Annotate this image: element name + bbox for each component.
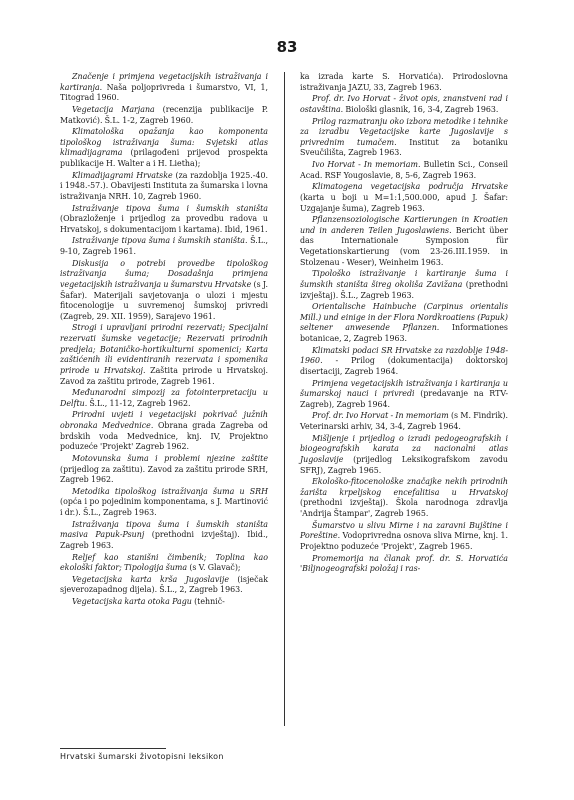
entry-details: (karta u boji u M=1:1,500.000, apud J. Šafar: Uzgajanje šuma), Zagreb 1963.	[300, 192, 508, 213]
entry-title: Metodika tipološkog istraživanja šuma u SRH	[72, 486, 268, 496]
entry-details: Š.L., 9-10, Zagreb 1961.	[60, 236, 268, 256]
entry-title: Šumarstvo u slivu Mirne i na zaravni Bujštine i Poreštine.	[300, 520, 508, 541]
bibliography-entry	[300, 554, 508, 575]
text-columns	[60, 72, 512, 752]
entry-details: (recenzija publikacije P. Matković). Š.L. 1-2, Zagreb 1960.	[60, 104, 268, 125]
entry-details: (s J. Šafar). Materijali savjetovanja o ulozi i mjestu fitocenologije u suvremenoj šumskoj privredi (Zagreb, 29. XII. 1959), Sarajevo 1961.	[60, 279, 268, 321]
bibliography-entry	[300, 94, 508, 115]
bibliography-entry	[300, 269, 508, 301]
entry-title: Klimatološka opažanja kao komponenta tipološkog istraživanja šuma: Svjetski atlas klimadijagrama	[60, 127, 268, 158]
entry-details: ka izrada karte S. Horvatića). Prirodoslovna istraživanja JAZU, 33, Zagreb 1963.	[300, 72, 508, 92]
bibliography-entry	[300, 117, 508, 160]
bibliography-entry	[60, 105, 268, 126]
bibliography-entry	[60, 72, 268, 104]
entry-details: Biološki glasnik, 16, 3-4, Zagreb 1963.	[343, 104, 499, 114]
entry-details: Institut za botaniku Sveučilišta, Zagreb 1963.	[300, 137, 508, 158]
entry-details: (prijedlog za zaštitu). Zavod za zaštitu prirode SRH, Zagreb 1962.	[60, 464, 268, 485]
entry-title: Orientalische Hainbuche (Carpinus orientalis Mill.) und einige in der Flora Nordkroatiens (Papuk) seltener anwesende Pflanzen.	[300, 302, 508, 333]
entry-details: (prijedlog Leksikografskom zavodu SFRJ), Zagreb 1965.	[300, 454, 508, 475]
entry-title: Vegetacijska karta krša Jugoslavije	[72, 574, 229, 584]
entry-title: Diskusija o potrebi provedbe tipološkog istraživanja šuma; Dosadašnja primjena vegetacijskih istraživanja u šumarstvu Hrvatske	[60, 258, 268, 289]
entry-title: Istraživanje tipova šuma i šumskih staništa	[72, 203, 268, 213]
bibliography-entry	[60, 487, 268, 519]
bibliography-entry	[60, 553, 268, 574]
entry-title: Istraživanje tipova šuma i šumskih staništa.	[72, 236, 248, 246]
entry-title: Klimatski podaci SR Hrvatske za razdoblje 1948-1960.	[300, 345, 508, 366]
entry-details: Š.L., 11-12, Zagreb 1962.	[87, 398, 191, 408]
entry-title: Promemorija na članak prof. dr. S. Horvatića 'Biljnogeografski položaj i ras-	[300, 553, 508, 574]
bibliography-entry	[300, 379, 508, 411]
bibliography-entry	[60, 171, 268, 203]
entry-title: Ekološko-fitocenološke značajke nekih prirodnih žarišta krpeljskog encefalitisa u Hrvatskoj	[300, 477, 508, 497]
bibliography-entry	[300, 411, 508, 432]
entry-title: Strogi i upravljani prirodni rezervati; Specijalni rezervati šumske vegetacije; Rezervati prirodnih predjela; Botaničko-hortikulturni spomenici; Karta zaštićenih ili evidentiranih rezervata i spomenika prirode u Hrvatskoj.	[60, 323, 268, 375]
entry-title: Klimatogena vegetacijska područja Hrvatske	[312, 182, 508, 192]
entry-details: (isječak sjeverozapadnog dijela). Š.L., 2, Zagreb 1963.	[60, 574, 268, 595]
entry-details: (prethodni izvještaj). Š.L., Zagreb 1963.	[300, 279, 508, 300]
entry-details: Bericht über das Internationale Symposion für Vegetationskartierung (vom 23-26.III.1959. in Stolzenau - Weser), Weinheim 1963.	[300, 225, 508, 267]
entry-details: (prethodni izvještaj). Ibid., Zagreb 1963.	[60, 530, 268, 550]
entry-title: Vegetacija Marjana	[72, 104, 155, 114]
bibliography-entry	[300, 160, 508, 181]
entry-title: Prilog razmatranju oko izbora metodike i tehnike za izradbu Vegetacijske karte Jugoslavije s privrednim tumačem.	[300, 116, 508, 147]
bibliography-entry	[300, 434, 508, 477]
bibliography-entry	[60, 388, 268, 409]
entry-title: Klimadijagrami Hrvatske	[72, 170, 173, 180]
entry-details: (tehnič-	[191, 597, 225, 606]
bibliography-entry	[300, 302, 508, 345]
bibliography-entry	[60, 575, 268, 596]
bibliography-entry	[60, 127, 268, 170]
bibliography-entry	[60, 597, 268, 608]
bibliography-entry	[60, 259, 268, 323]
entry-title: Istraživanja tipova šuma i šumskih staništa masiva Papuk-Psunj	[60, 519, 268, 540]
entry-title: Ivo Horvat - In memoriam.	[312, 160, 421, 169]
entry-title: Prof. dr. Ivo Horvat - In memoriam	[312, 411, 449, 421]
page-number: 83	[276, 38, 298, 56]
entry-title: Prof. dr. Ivo Horvat - život opis, znanstveni rad i ostavština.	[300, 94, 508, 114]
left-column	[60, 72, 268, 609]
entry-title: Pflanzensoziologische Kartierungen in Kroatien und in anderen Teilen Jugoslawiens.	[300, 215, 508, 235]
bibliography-entry	[60, 323, 268, 387]
entry-title: Međunarodni simpozij za fotointerpretaciju u Delftu.	[60, 388, 268, 408]
entry-details: (za razdoblja 1925.-40. i 1948.-57.). Obavijesti Instituta za šumarska i lovna istraživanja NRH. 10, Zagreb 1960.	[60, 170, 268, 201]
bibliography-entry	[300, 182, 508, 214]
entry-details: Obrana grada Zagreba od brdskih voda Medvednice, knj. IV, Projektno poduzeće 'Projekt' Zagreb 1962.	[60, 421, 268, 452]
entry-title: Reljef kao stanišni čimbenik; Toplina kao ekološki faktor; Tipologija šuma	[60, 552, 268, 573]
entry-details: (prethodni izvještaj). Škola narodnoga zdravlja 'Andrija Štampar', Zagreb 1965.	[300, 498, 508, 518]
entry-details: Naša poljoprivreda i šumarstvo, VI, 1, Titograd 1960.	[60, 82, 268, 103]
entry-details: (s V. Glavač);	[187, 563, 241, 573]
right-column	[300, 72, 508, 576]
bibliography-entry	[300, 215, 508, 268]
entry-details: (opća i po pojedinim komponentama, s J. Martinović i dr.). Š.L., Zagreb 1963.	[60, 497, 268, 517]
column-divider	[284, 72, 285, 726]
bibliography-entry	[60, 236, 268, 257]
bibliography-entry	[60, 520, 268, 552]
entry-details: - Prilog (dokumentacija) doktorskoj disertaciji, Zagreb 1964.	[300, 356, 508, 376]
entry-title: Prirodni uvjeti i vegetacijski pokrivač južnih obronaka Medvednice.	[60, 410, 268, 430]
bibliography-entry	[300, 72, 508, 93]
entry-details: (predavanje na RTV-Zagreb), Zagreb 1964.	[300, 389, 508, 409]
footer-divider	[60, 748, 166, 749]
bibliography-entry	[300, 346, 508, 378]
entry-title: Značenje i primjena vegetacijskih istraživanja i kartiranja.	[60, 72, 268, 92]
entry-title: Primjena vegetacijskih istraživanja i kartiranja u šumarskoj nauci i privredi	[300, 378, 508, 399]
bibliography-entry	[60, 204, 268, 236]
bibliography-entry	[300, 477, 508, 520]
entry-details: Zaštita prirode u Hrvatskoj. Zavod za zaštitu prirode, Zagreb 1961.	[60, 365, 268, 386]
entry-title: Motovunska šuma i problemi njezine zaštite	[72, 453, 268, 463]
entry-details: (s M. Findrik). Veterinarski arhiv, 34, 3-4, Zagreb 1964.	[300, 411, 508, 431]
footer-text: Hrvatski šumarski životopisni leksikon	[60, 752, 224, 761]
entry-details: Vodoprivredna osnova sliva Mirne, knj. 1. Projektno poduzeće 'Projekt', Zagreb 1965.	[300, 531, 508, 551]
entry-title: Tipološko istraživanje i kartiranje šuma i šumskih staništa šireg okoliša Zavižana	[300, 269, 508, 289]
bibliography-entry	[60, 454, 268, 486]
entry-title: Vegetacijska karta otoka Pagu	[72, 597, 192, 606]
entry-title: Mišljenje i prijedlog o izradi pedogeografskih i biogeografskih karata za nacionalni atlas Jugoslavije	[300, 433, 508, 464]
entry-details: (Obrazloženje i prijedlog za provedbu radova u Hrvatskoj, s dokumentacijom i kartama). Ibid, 1961.	[60, 214, 268, 234]
entry-details: (prilagođeni prijevod prospekta publikacije H. Walter a i H. Lietha);	[60, 148, 268, 168]
entry-details: Bulletin Sci., Conseil Acad. RSF Yougoslavie, 8, 5-6, Zagreb 1963.	[300, 160, 508, 180]
bibliography-entry	[300, 521, 508, 553]
entry-details: Informationes botanicae, 2, Zagreb 1963.	[300, 323, 508, 343]
bibliography-entry	[60, 410, 268, 453]
